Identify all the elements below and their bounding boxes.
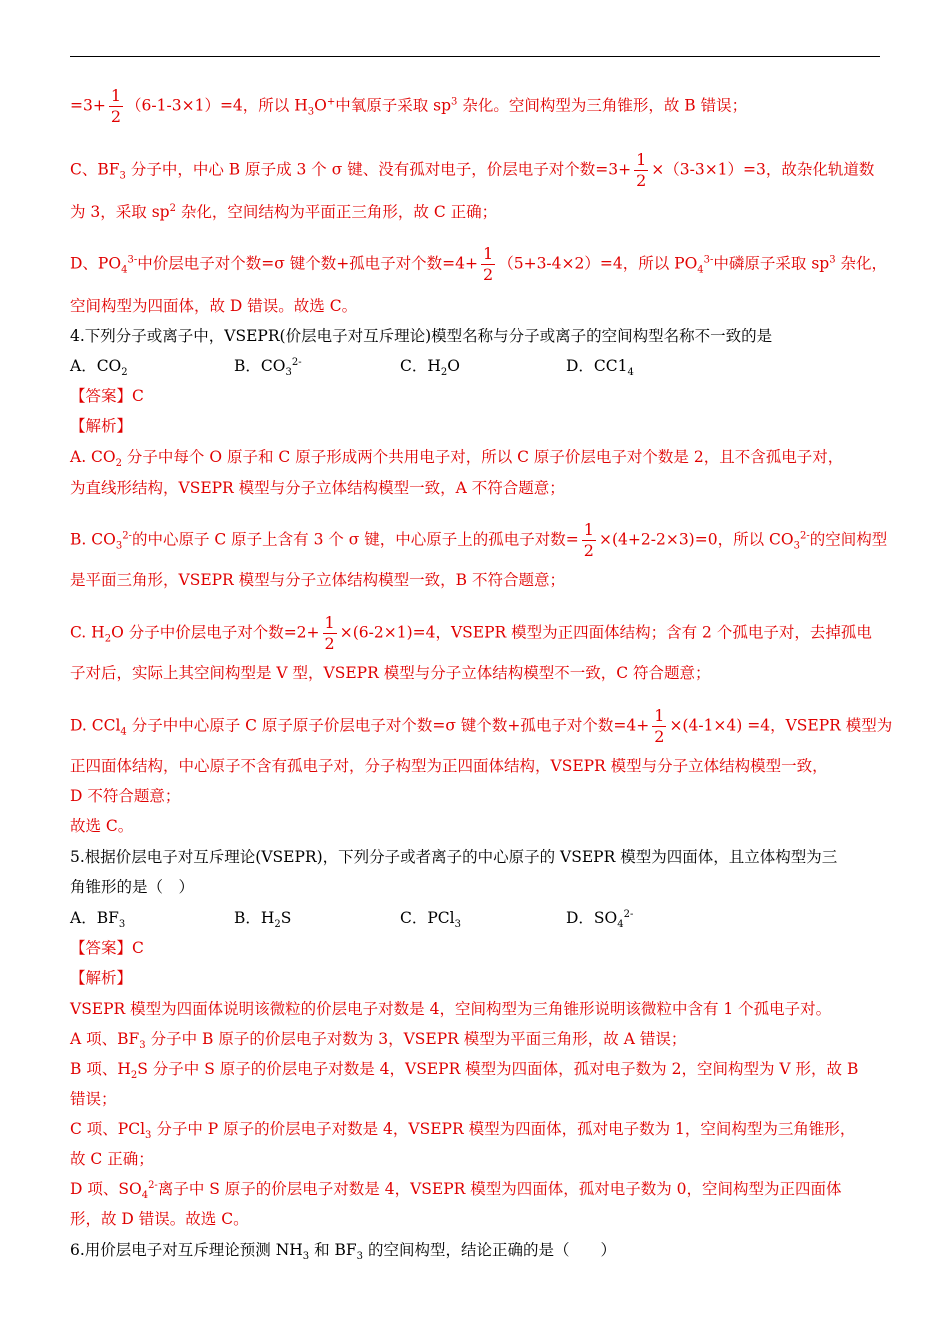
- analysis-4-d: D. CCl$_4$ 分子中中心原子 C 原子原子价层电子对个数=σ 键个数+孤电子对个数=4+ $\frac{1}{2}$ ×(4-1×4) =4，VSEPR 模型为: [70, 706, 893, 746]
- analysis-5-a: A 项、$BF_3$ 分子中 B 原子的价层电子对数为 3，VSEPR 模型为平面三角形，故 A 错误；: [70, 1030, 687, 1052]
- explanation-line-bf3-cont: 为 3，采取 $sp^2$ 杂化，空间结构为平面正三角形，故 C 正确；: [70, 202, 498, 221]
- analysis-4-c-cont: 子对后，实际上其空间构型是 V 型，VSEPR 模型与分子立体结构模型不一致，C 符合题意；: [70, 664, 711, 682]
- explanation-line-h3o: =3+ $\frac{1}{2}$ （6-1-3×1）=4，所以 $H_3O^+$中氧原子采取 $sp^3$ 杂化。空间构型为三角锥形，故 B 错误；: [70, 86, 748, 126]
- question-4-options: [70, 356, 882, 379]
- option-a[interactable]: A．$BF_3$: [70, 909, 126, 931]
- option-c[interactable]: C．PCl$_3$: [400, 909, 461, 931]
- fraction-one-half: $\frac{1}{2}$: [583, 520, 594, 560]
- answer-4: 【答案】C: [70, 387, 144, 405]
- analysis-4-b-cont: 是平面三角形，VSEPR 模型与分子立体结构模型一致，B 不符合题意；: [70, 571, 565, 589]
- analysis-5-c: C 项、PCl$_3$ 分子中 P 原子的价层电子对数是 4，VSEPR 模型为四面体，孤对电子数为 1，空间构型为三角锥形，: [70, 1120, 856, 1142]
- analysis-4-d-cont2: D 不符合题意；: [70, 787, 181, 805]
- option-a[interactable]: A．$CO_2$: [70, 357, 128, 379]
- analysis-5-b: B 项、$H_2S$ 分子中 S 原子的价层电子对数是 4，VSEPR 模型为四面体，孤对电子数为 2，空间构型为 V 形，故 B: [70, 1060, 859, 1082]
- analysis-4-heading: 【解析】: [70, 417, 133, 435]
- option-d[interactable]: D．$CC1_4$: [566, 357, 634, 379]
- question-4: 4.下列分子或离子中，VSEPR(价层电子对互斥理论)模型名称与分子或离子的空间构型名称不一致的是: [70, 327, 773, 345]
- option-c[interactable]: C．$H_2O$: [400, 357, 460, 379]
- analysis-4-b: B. $CO_3^{2-}$的中心原子 C 原子上含有 3 个 σ 键，中心原子上的孤电子对数= $\frac{1}{2}$ ×(4+2-2×3)=0，所以 $CO_3^{2-}$的空间构型: [70, 520, 888, 560]
- fraction-one-half: $\frac{1}{2}$: [110, 86, 122, 126]
- question-5-options: [70, 908, 882, 931]
- analysis-5-c-cont: 故 C 正确；: [70, 1150, 154, 1168]
- analysis-5-b-cont: 错误；: [70, 1090, 117, 1108]
- option-b[interactable]: B．$CO_3^{2-}$: [234, 356, 302, 379]
- explanation-line-bf3: C、$BF_3$ 分子中，中心 B 原子成 3 个 σ 键、没有孤对电子，价层电子对个数=3+ $\frac{1}{2}$ ×（3-3×1）=3，故杂化轨道数: [70, 150, 875, 190]
- fraction-one-half: $\frac{1}{2}$: [483, 244, 494, 284]
- explanation-line-po4: D、$PO_4^{3-}$中价层电子对个数=σ 键个数+孤电子对个数=4+ $\frac{1}{2}$ （5+3-4×2）=4，所以 $PO_4^{3-}$中磷原子采取 $sp^3$ 杂化，: [70, 244, 888, 284]
- fraction-one-half: $\frac{1}{2}$: [654, 706, 665, 746]
- analysis-4-c: C. $H_2O$ 分子中价层电子对个数=2+ $\frac{1}{2}$ ×(6-2×1)=4，VSEPR 模型为正四面体结构；含有 2 个孤电子对，去掉孤电: [70, 613, 872, 653]
- analysis-4-a: A. $CO_2$ 分子中每个 O 原子和 C 原子形成两个共用电子对，所以 C 原子价层电子对个数是 2，且不含孤电子对，: [70, 448, 844, 470]
- fraction-one-half: $\frac{1}{2}$: [636, 150, 647, 190]
- explanation-line-po4-cont: 空间构型为四面体，故 D 错误。故选 C。: [70, 297, 358, 315]
- fraction-one-half: $\frac{1}{2}$: [324, 613, 335, 653]
- analysis-4-conclusion: 故选 C。: [70, 817, 134, 835]
- header-rule: [70, 56, 880, 57]
- analysis-5-heading: 【解析】: [70, 969, 133, 987]
- analysis-4-d-cont: 正四面体结构，中心原子不含有孤电子对，分子构型为正四面体结构，VSEPR 模型与分子立体结构模型一致，: [70, 757, 828, 775]
- analysis-4-a-cont: 为直线形结构，VSEPR 模型与分子立体结构模型一致，A 不符合题意；: [70, 479, 565, 497]
- question-5: 5.根据价层电子对互斥理论(VSEPR)，下列分子或者离子的中心原子的 VSEPR 模型为四面体，且立体构型为三: [70, 848, 838, 866]
- analysis-5-d: D 项、$SO_4^{2-}$离子中 S 原子的价层电子对数是 4，VSEPR 模型为四面体，孤对电子数为 0，空间构型为正四面体: [70, 1179, 842, 1202]
- question-5-cont: 角锥形的是（ ）: [70, 878, 195, 896]
- option-d[interactable]: D．$SO_4^{2-}$: [566, 908, 634, 931]
- analysis-5-d-cont: 形，故 D 错误。故选 C。: [70, 1210, 249, 1228]
- question-6: 6.用价层电子对互斥理论预测 $NH_3$ 和 $BF_3$ 的空间构型，结论正确的是（ ）: [70, 1241, 616, 1263]
- answer-5: 【答案】C: [70, 939, 144, 957]
- analysis-5-intro: VSEPR 模型为四面体说明该微粒的价层电子对数是 4，空间构型为三角锥形说明该微粒中含有 1 个孤电子对。: [70, 1000, 832, 1018]
- option-b[interactable]: B．$H_2S$: [234, 909, 292, 931]
